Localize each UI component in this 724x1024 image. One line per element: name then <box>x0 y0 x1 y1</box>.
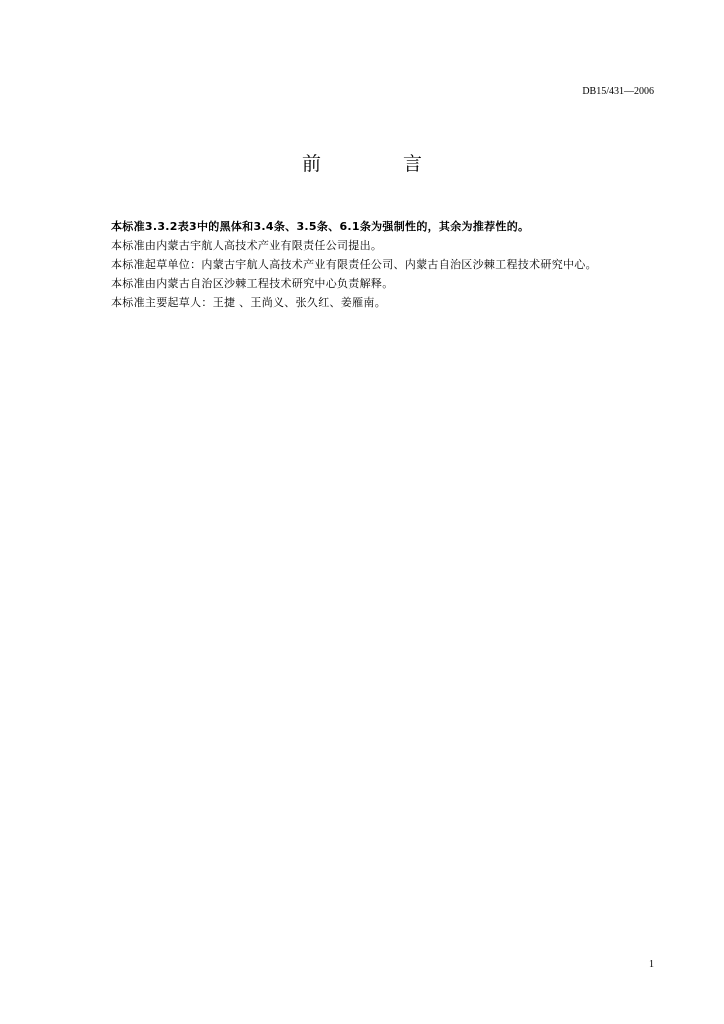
paragraph-proposer: 本标准由内蒙古宇航人高技术产业有限责任公司提出。 <box>111 239 383 252</box>
page-number: 1 <box>649 959 654 970</box>
paragraph-drafting-units: 本标准起草单位：内蒙古宇航人高技术产业有限责任公司、内蒙古自治区沙棘工程技术研究中心。 <box>111 258 597 271</box>
page-title: 前 言 <box>301 153 461 175</box>
paragraph-mandatory-clauses: 本标准3.3.2表3中的黑体和3.4条、3.5条、6.1条为强制性的，其余为推荐性的。 <box>111 220 530 233</box>
standard-code: DB15/431—2006 <box>582 86 654 97</box>
paragraph-interpretation: 本标准由内蒙古自治区沙棘工程技术研究中心负责解释。 <box>111 277 394 290</box>
paragraph-drafters: 本标准主要起草人：王捷 、王尚义、张久红、姜雁南。 <box>111 296 386 309</box>
foreword-body <box>111 217 671 312</box>
